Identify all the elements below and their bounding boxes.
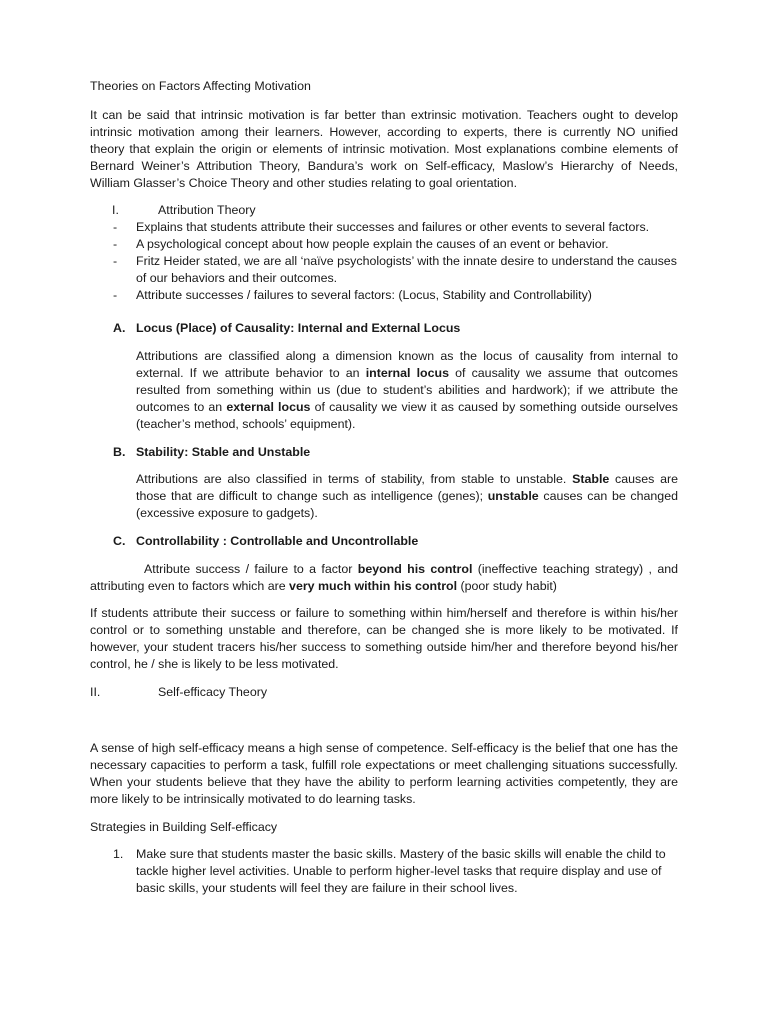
subsection-c-heading xyxy=(90,533,678,550)
control-summary-paragraph: If students attribute their success or failure to something within him/herself and therefore is within his/her control or to something unstable and therefore, can be changed she is more likely to be motivated. If however, your student tracers his/her success to something outside him/her and therefore beyond his/her control, he / she is likely to be less motivated. xyxy=(90,606,678,671)
internal-locus-term: internal locus xyxy=(365,366,449,380)
list-item: - Fritz Heider stated, we are all ‘naïve psychologists’ with the innate desire to understand the causes of our behaviors and their outcomes. xyxy=(113,254,677,285)
self-efficacy-paragraph: A sense of high self-efficacy means a high sense of competence. Self-efficacy is the belief that one has the necessary capacities to perform a task, fulfill role expectations or meet challenging situations successfully. When your students believe that they have the ability to perform learning activities competently, they are more likely to be intrinsically motivated to do learning tasks. xyxy=(90,741,678,806)
document-page xyxy=(90,0,678,1024)
list-item: - A psychological concept about how people explain the causes of an event or behavior. xyxy=(113,237,609,251)
subsection-a-letter: A. xyxy=(113,321,126,335)
subsection-a-title: Locus (Place) of Causality: Internal and External Locus xyxy=(136,321,461,335)
strategies-heading: Strategies in Building Self-efficacy xyxy=(90,820,278,834)
subsection-c-title: Controllability : Controllable and Uncontrollable xyxy=(136,534,419,548)
bullet-dash: - xyxy=(113,254,118,268)
within-control-term: very much within his control xyxy=(289,579,458,593)
bullet-dash: - xyxy=(113,220,118,234)
subsection-c-letter: C. xyxy=(113,534,126,548)
strategy-number: 1. xyxy=(113,847,124,861)
bullet-dash: - xyxy=(113,288,118,302)
subsection-a-heading xyxy=(90,320,678,337)
section-2-title: Self-efficacy Theory xyxy=(158,685,268,699)
subsection-b-heading xyxy=(90,444,678,461)
controllability-paragraph: Attribute success / failure to a factor beyond his control (ineffective teaching strategy) , and attributing even to factors which are very much within his control (poor study habit) xyxy=(90,562,678,593)
subsection-b-letter: B. xyxy=(113,445,126,459)
unstable-term: unstable xyxy=(487,489,539,503)
section-1-numeral: I. xyxy=(112,203,119,217)
section-1-heading xyxy=(90,202,678,219)
stable-term: Stable xyxy=(572,472,610,486)
bullet-dash: - xyxy=(113,237,118,251)
external-locus-term: external locus xyxy=(226,400,311,414)
attribution-bullet-list xyxy=(90,219,678,304)
beyond-control-term: beyond his control xyxy=(357,562,473,576)
list-item: - Attribute successes / failures to several factors: (Locus, Stability and Controllability) xyxy=(113,288,592,302)
stability-paragraph: Attributions are also classified in terms of stability, from stable to unstable. Stable causes are those that are difficult to change such as intelligence (genes); unstable causes can be changed (excessive exposure to gadgets). xyxy=(136,472,678,520)
section-2-heading xyxy=(90,684,678,701)
document-title: Theories on Factors Affecting Motivation xyxy=(90,79,311,93)
locus-paragraph: Attributions are classified along a dimension known as the locus of causality from internal to external. If we attribute behavior to an internal locus of causality we assume that outcomes resulted from something within us (due to student’s abilities and hardwork); if we attribute the outcomes to an external locus of causality we view it as caused by something outside ourselves (teacher’s method, schools’ equipment). xyxy=(136,349,679,431)
subsection-b-title: Stability: Stable and Unstable xyxy=(136,445,311,459)
strategy-text: Make sure that students master the basic skills. Mastery of the basic skills will enable the child to tackle higher level activities. Unable to perform higher-level tasks that require display and use of basic skills, your students will feel they are failure in their school lives. xyxy=(136,847,666,895)
intro-paragraph: It can be said that intrinsic motivation is far better than extrinsic motivation. Teachers ought to develop intrinsic motivation among their learners. However, according to experts, there is currently NO unified theory that explain the origin or elements of intrinsic motivation. Most explanations combine elements of Bernard Weiner’s Attribution Theory, Bandura’s work on Self-efficacy, Maslow’s Hierarchy of Needs, William Glasser’s Choice Theory and other studies relating to goal orientation. xyxy=(90,108,678,190)
list-item: - Explains that students attribute their successes and failures or other events to several factors. xyxy=(113,220,650,234)
section-2-numeral: II. xyxy=(90,685,101,699)
section-1-title: Attribution Theory xyxy=(158,203,256,217)
